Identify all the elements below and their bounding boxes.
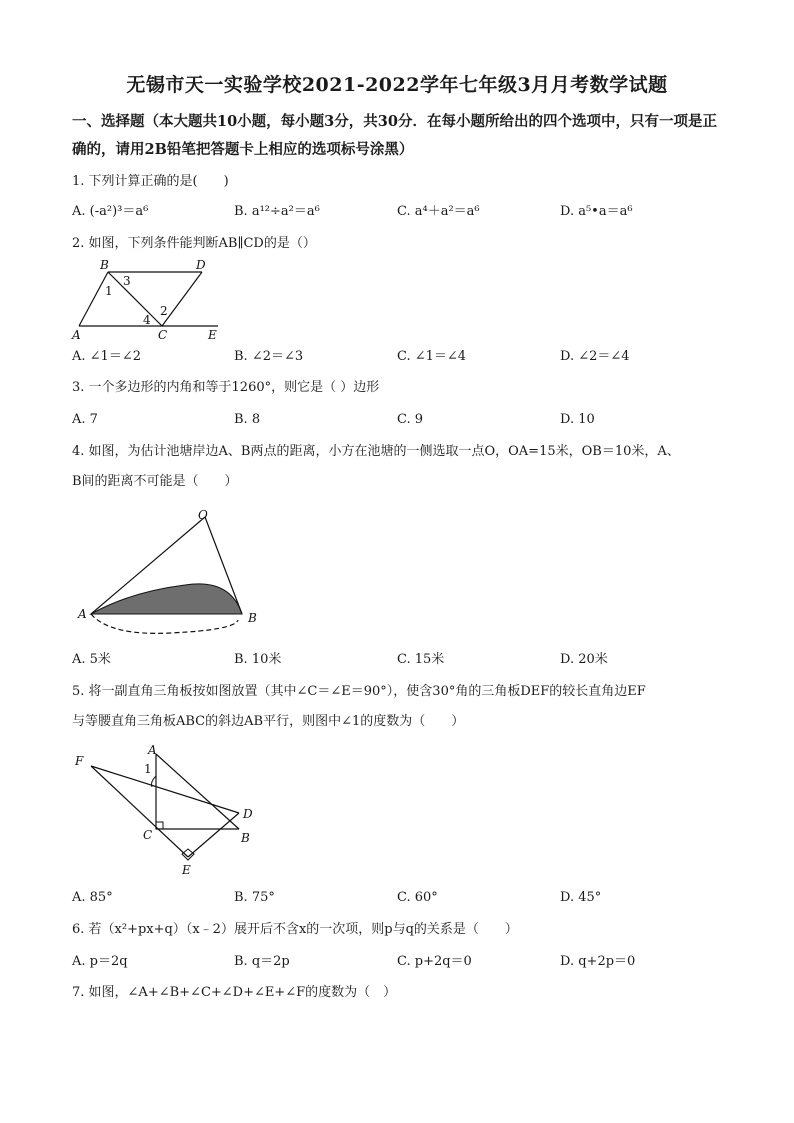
q3-option-d: D. 10 (560, 412, 595, 427)
q4-pond-figure (70, 500, 270, 642)
q2-label-C: C (158, 328, 168, 342)
q2-parallelogram-figure (70, 256, 230, 342)
q1-option-d: D. a⁵•a＝a⁶ (560, 204, 633, 219)
q2-label-angle-3: 3 (123, 274, 131, 288)
q1-option-c: C. a⁴＋a²＝a⁶ (397, 204, 480, 219)
q2-label-angle-4: 4 (143, 313, 151, 327)
q4-option-b: B. 10米 (234, 652, 282, 667)
q2-label-B: B (100, 258, 109, 272)
q2-label-A: A (72, 328, 81, 342)
q4-label-B: B (248, 611, 257, 625)
q2-label-angle-2: 2 (160, 304, 168, 318)
q3-option-c: C. 9 (397, 412, 424, 427)
question-5-stem-line2: 与等腰直角三角板ABC的斜边AB平行，则图中∠1的度数为（ ） (72, 714, 465, 729)
q1-option-b: B. a¹²÷a²＝a⁶ (234, 204, 320, 219)
q5-label-angle-1: 1 (144, 762, 152, 776)
question-4-stem-line2: B间的距离不可能是（ ） (72, 474, 238, 489)
q4-label-O: O (198, 508, 208, 522)
q2-option-b: B. ∠2＝∠3 (234, 349, 304, 364)
q5-option-a: A. 85° (72, 890, 113, 905)
q5-option-c: C. 60° (397, 890, 438, 905)
question-1-stem: 1. 下列计算正确的是( ) (72, 174, 229, 189)
q2-option-d: D. ∠2＝∠4 (560, 349, 630, 364)
q5-option-d: D. 45° (560, 890, 602, 905)
q2-option-c: C. ∠1＝∠4 (397, 349, 467, 364)
q6-option-c: C. p+2q＝0 (397, 954, 472, 969)
q4-label-A: A (78, 607, 87, 621)
question-7-stem: 7. 如图，∠A+∠B+∠C+∠D+∠E+∠F的度数为（ ） (72, 985, 397, 1000)
question-4-stem-line1: 4. 如图，为估计池塘岸边A、B两点的距离，小方在池塘的一侧选取一点O，OA=15米，OB＝10米，A、 (72, 444, 680, 459)
q1-option-a: A. (-a²)³＝a⁶ (72, 204, 149, 219)
section-heading: 一、选择题（本大题共10小题，每小题3分，共30分．在每小题所给出的四个选项中，只有一项是正确的，请用2B铅笔把答题卡上相应的选项标号涂黑） (72, 113, 717, 158)
q2-option-a: A. ∠1＝∠2 (72, 349, 141, 364)
q4-option-c: C. 15米 (397, 652, 445, 667)
q4-option-d: D. 20米 (560, 652, 608, 667)
q2-label-E: E (208, 328, 217, 342)
q2-label-D: D (196, 258, 206, 272)
page-title: 无锡市天一实验学校2021-2022学年七年级3月月考数学试题 (126, 74, 668, 96)
q2-label-angle-1: 1 (105, 284, 113, 298)
q6-option-d: D. q+2p＝0 (560, 954, 636, 969)
q5-label-C: C (143, 828, 153, 842)
q5-triangles-figure (70, 740, 270, 880)
question-2-stem: 2. 如图，下列条件能判断AB∥CD的是（） (72, 236, 316, 251)
q3-option-a: A. 7 (72, 412, 98, 427)
question-5-stem-line1: 5. 将一副直角三角板按如图放置（其中∠C＝∠E＝90°），使含30°角的三角板DEF的较长直角边EF (72, 684, 646, 699)
q6-option-a: A. p＝2q (72, 954, 128, 969)
q6-option-b: B. q＝2p (234, 954, 290, 969)
question-3-stem: 3. 一个多边形的内角和等于1260°，则它是（ ）边形 (72, 380, 380, 395)
q5-option-b: B. 75° (234, 890, 275, 905)
q5-label-F: F (75, 754, 84, 768)
question-6-stem: 6. 若（x²+px+q）（x﹣2）展开后不含x的一次项，则p与q的关系是（ ） (72, 922, 518, 937)
q5-label-D: D (243, 807, 253, 821)
q5-label-E: E (182, 863, 191, 877)
q4-option-a: A. 5米 (72, 652, 111, 667)
q5-label-A: A (148, 743, 157, 757)
q3-option-b: B. 8 (234, 412, 261, 427)
q5-label-B: B (241, 831, 250, 845)
